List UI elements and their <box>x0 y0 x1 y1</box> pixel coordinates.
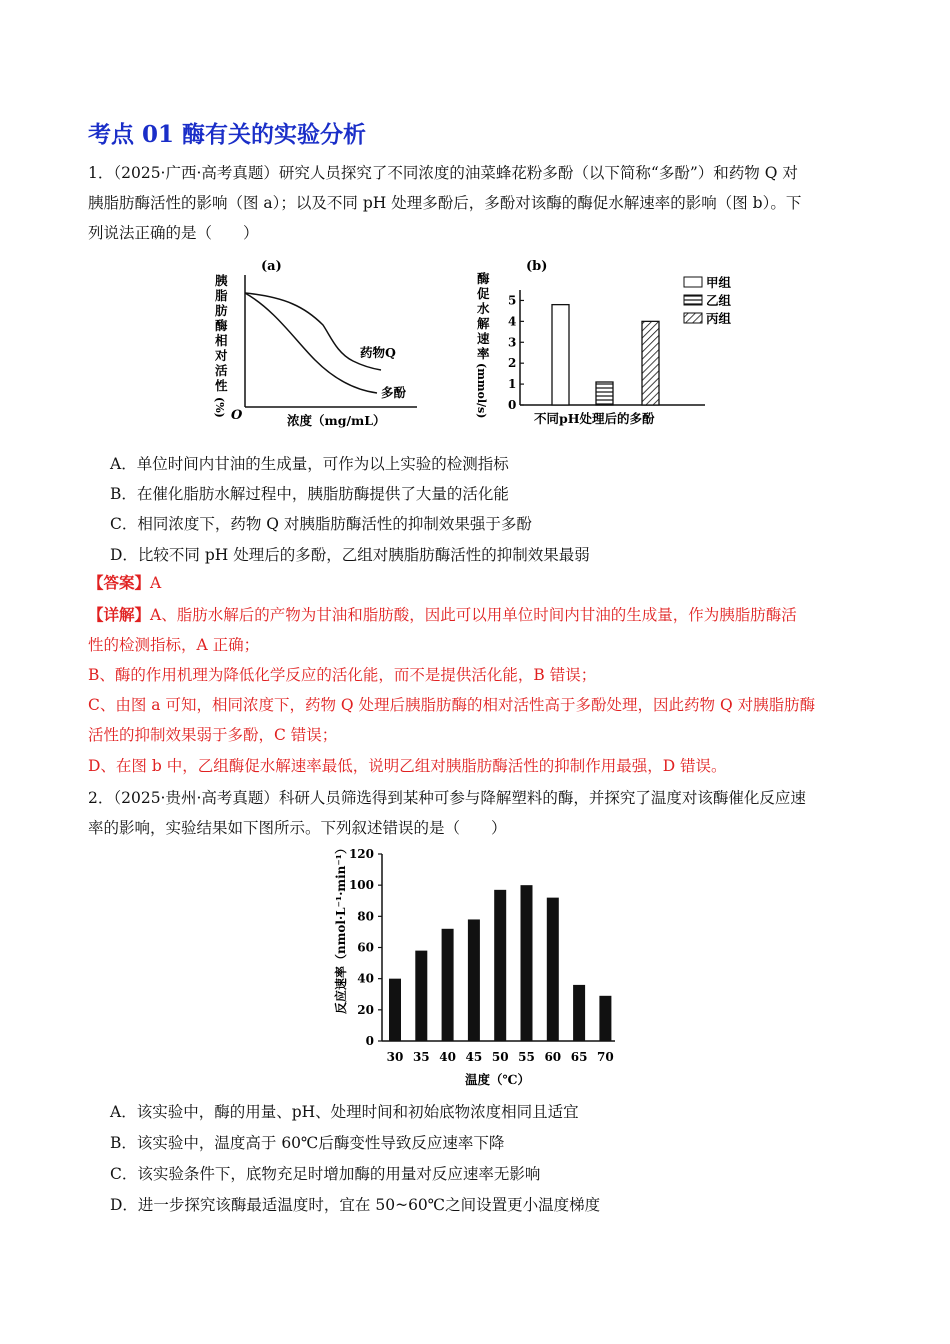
figure-b-label: (b) <box>526 259 548 274</box>
figure-b-tick-label: 0 <box>508 398 517 412</box>
q1-stem-line3: 列说法正确的是（ ） <box>88 224 259 242</box>
q1-detail-line1: 【详解】A、脂肪水解后的产物为甘油和脂肪酸，因此可以用单位时间内甘油的生成量，作为胰脂肪酶活 <box>88 605 797 624</box>
q1-detail-line4: C、由图 a 可知，相同浓度下，药物 Q 处理后胰脂肪酶的相对活性高于多酚处理，因此药物 Q 对胰脂肪酶 <box>88 696 816 714</box>
temp-chart-x-tick-label: 65 <box>570 1050 588 1064</box>
q2-option-d[interactable]: D．进一步探究该酶最适温度时，宜在 50~60℃之间设置更小温度梯度 <box>110 1196 601 1214</box>
temp-chart-x-tick-label: 30 <box>386 1050 404 1064</box>
figure-b-legend <box>684 275 732 326</box>
temp-chart-bar-70 <box>599 996 611 1041</box>
temp-chart-ylabel <box>333 842 348 1014</box>
q1-answer <box>88 568 161 598</box>
figure-b-tick-label: 4 <box>508 314 517 329</box>
svg-text:相: 相 <box>215 333 228 348</box>
temp-chart-x-tick-label: 40 <box>439 1050 456 1064</box>
figure-b-tick-label: 1 <box>508 377 517 392</box>
q1-option-d[interactable]: D．比较不同 pH 处理后的多酚，乙组对胰脂肪酶活性的抑制效果最弱 <box>110 546 590 564</box>
legend-bing: 丙组 <box>706 311 732 326</box>
svg-text:对: 对 <box>215 348 228 363</box>
temp-chart-tick-label: 40 <box>357 971 374 986</box>
curve-polyphenol-label: 多酚 <box>381 385 407 400</box>
page-title: 考点 01 酶有关的实验分析 <box>88 121 367 148</box>
figure-b-bar-2 <box>642 321 659 405</box>
svg-text:酶: 酶 <box>477 271 490 286</box>
figure-a-yunit: (%) <box>213 397 226 418</box>
temp-chart-ylabel-text: 反应速率（nmol·L⁻¹·min⁻¹） <box>334 842 348 1014</box>
svg-text:肪: 肪 <box>215 303 228 318</box>
q2-option-c[interactable]: C．该实验条件下，底物充足时增加酶的用量对反应速率无影响 <box>110 1165 541 1183</box>
curve-polyphenol <box>245 293 377 393</box>
legend-yi: 乙组 <box>706 293 732 308</box>
answer-value: A <box>150 574 162 592</box>
temp-chart-tick-label: 60 <box>357 940 374 955</box>
curve-drug-q-label: 药物Q <box>360 345 396 360</box>
svg-text:胰: 胰 <box>215 273 228 288</box>
temp-chart-x-tick-label: 60 <box>544 1050 562 1064</box>
q2-option-b[interactable]: B．该实验中，温度高于 60℃后酶变性导致反应速率下降 <box>110 1134 505 1152</box>
svg-text:水: 水 <box>477 301 490 316</box>
temp-chart-bar-55 <box>521 885 533 1041</box>
q1-detail-line3: B、酶的作用机理为降低化学反应的活化能，而不是提供活化能，B 错误； <box>88 666 597 684</box>
q1-stem-line1: 1．（2025·广西·高考真题）研究人员探究了不同浓度的油菜蜂花粉多酚（以下简称“多酚”）和药物 Q 对 <box>88 164 798 182</box>
q1-detail-line2: 性的检测指标，A 正确； <box>88 636 260 654</box>
temp-chart-tick-label: 20 <box>357 1002 374 1017</box>
figure-b-tick-label: 2 <box>508 356 517 371</box>
temp-chart-tick-label: 100 <box>348 878 374 893</box>
legend-jia: 甲组 <box>706 275 732 290</box>
q1-option-c[interactable]: C．相同浓度下，药物 Q 对胰脂肪酶活性的抑制效果强于多酚 <box>110 515 532 533</box>
svg-text:活: 活 <box>215 363 228 378</box>
figure-b-bars <box>552 305 659 405</box>
legend-swatch-jia <box>684 277 702 287</box>
svg-text:促: 促 <box>477 286 490 301</box>
q1-detail-line6: D、在图 b 中，乙组酶促水解速率最低，说明乙组对胰脂肪酶活性的抑制作用最强，D 错误。 <box>88 757 727 775</box>
q1-stem-line2: 胰脂肪酶活性的影响（图 a）；以及不同 pH 处理多酚后，多酚对该酶的酶促水解速率的影响（图 b）。下 <box>88 194 802 212</box>
figure-a-label: (a) <box>261 259 282 274</box>
temp-chart-bar-35 <box>415 951 427 1041</box>
legend-swatch-yi <box>684 295 702 305</box>
figure-b-bar-0 <box>552 305 569 405</box>
temp-chart-bar-60 <box>547 898 559 1041</box>
temp-chart-bar-50 <box>494 890 506 1041</box>
svg-text:速: 速 <box>477 331 490 346</box>
temp-chart-tick-label: 0 <box>365 1034 374 1048</box>
temp-chart-x-tick-label: 50 <box>491 1050 509 1064</box>
temp-chart-bar-45 <box>468 919 480 1041</box>
temp-chart-bar-65 <box>573 985 585 1041</box>
figure-b-tick-label: 5 <box>508 293 517 308</box>
figure-b-bar-1 <box>596 382 613 405</box>
temp-chart-bar-40 <box>442 929 454 1041</box>
svg-text:脂: 脂 <box>215 288 228 303</box>
figure-a-ylabel <box>214 273 228 393</box>
figure-a-xlabel: 浓度（mg/mL） <box>287 413 386 428</box>
q1-option-b[interactable]: B．在催化脂肪水解过程中，胰脂肪酶提供了大量的活化能 <box>110 485 509 503</box>
temp-chart-x-tick-label: 70 <box>597 1050 614 1064</box>
q2-stem-line2: 率的影响，实验结果如下图所示。下列叙述错误的是（ ） <box>88 819 507 837</box>
figure-b-tick-label: 3 <box>508 335 517 350</box>
answer-tag: 【答案】 <box>88 573 151 592</box>
figure-temperature-chart <box>325 842 625 1092</box>
temp-chart-bar-30 <box>389 979 401 1041</box>
figure-b-ylabel <box>477 271 490 361</box>
figure-b-xlabel: 不同pH处理后的多酚 <box>534 411 655 426</box>
q2-stem-line1: 2．（2025·贵州·高考真题）科研人员筛选得到某种可参与降解塑料的酶，并探究了温度对该酶催化反应速 <box>88 789 806 807</box>
temp-chart-x-tick-label: 55 <box>518 1050 535 1064</box>
q2-option-a[interactable]: A．该实验中，酶的用量、pH、处理时间和初始底物浓度相同且适宜 <box>110 1103 579 1121</box>
figure-b-yunit: (mmol/s) <box>475 363 488 419</box>
temp-chart-xlabel: 温度（℃） <box>465 1072 530 1087</box>
figure-a-origin: O <box>231 408 243 423</box>
temp-chart-bars <box>387 885 614 1064</box>
svg-text:性: 性 <box>215 378 228 393</box>
legend-swatch-bing <box>684 313 702 323</box>
svg-text:酶: 酶 <box>215 318 228 333</box>
figure-a <box>205 255 430 435</box>
svg-text:解: 解 <box>477 316 490 331</box>
svg-text:率: 率 <box>477 346 490 361</box>
temp-chart-tick-label: 120 <box>348 847 374 861</box>
q1-option-a[interactable]: A．单位时间内甘油的生成量，可作为以上实验的检测指标 <box>110 455 509 473</box>
temp-chart-x-tick-label: 35 <box>412 1050 430 1064</box>
q1-detail-line5: 活性的抑制效果弱于多酚，C 错误； <box>88 726 338 744</box>
detail-tag: 【详解】 <box>88 605 151 624</box>
temp-chart-x-tick-label: 45 <box>465 1050 483 1064</box>
figure-b <box>470 255 760 435</box>
temp-chart-tick-label: 80 <box>357 909 374 924</box>
